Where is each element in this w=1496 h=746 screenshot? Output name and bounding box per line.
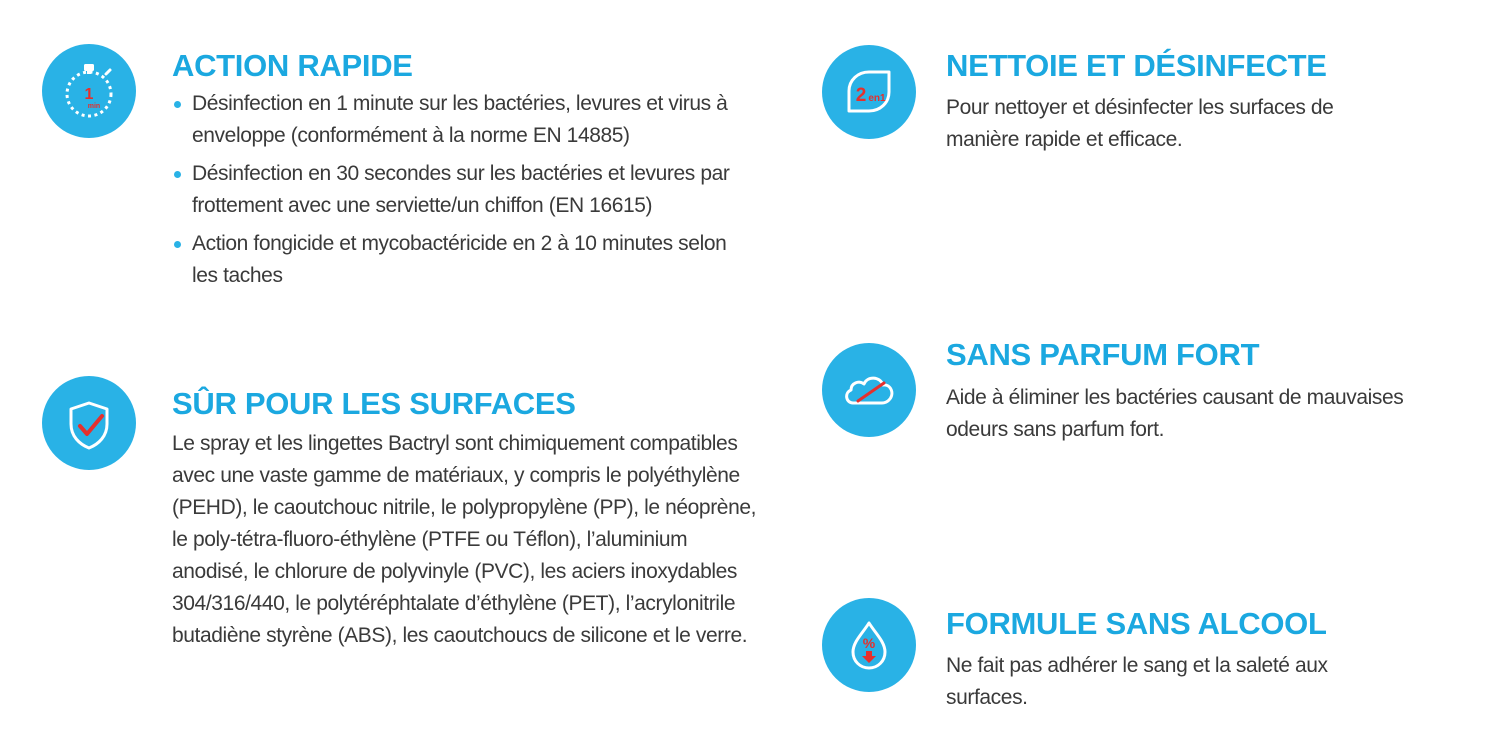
stopwatch-icon — [42, 44, 136, 138]
list-item: Désinfection en 30 secondes sur les bactéries et levures par frottement avec une serviette/un chiffon (EN 16615) — [172, 158, 752, 222]
action-rapide-list — [172, 88, 752, 298]
sans-alcool-title: FORMULE SANS ALCOOL — [946, 606, 1327, 641]
percent-down-icon — [822, 598, 916, 692]
stopwatch-unit: min — [87, 103, 101, 110]
list-item: Désinfection en 1 minute sur les bactéries, levures et virus à enveloppe (conformément à la norme EN 14885) — [172, 88, 752, 152]
sur-surfaces-title: SÛR POUR LES SURFACES — [172, 386, 576, 421]
shield-check-icon — [42, 376, 136, 470]
percent-symbol: % — [862, 635, 876, 651]
sans-alcool-text: Ne fait pas adhérer le sang et la saleté aux surfaces. — [946, 654, 1328, 709]
nettoie-text: Pour nettoyer et désinfecter les surfaces de manière rapide et efficace. — [946, 96, 1334, 151]
no-odor-cloud-icon — [822, 343, 916, 437]
list-item: Action fongicide et mycobactéricide en 2 à 10 minutes selon les taches — [172, 228, 752, 292]
stopwatch-number: 1 — [84, 86, 94, 103]
sans-parfum-text: Aide à éliminer les bactéries causant de mauvaises odeurs sans parfum fort. — [946, 386, 1404, 441]
two-in-one-number: 2 — [855, 85, 867, 106]
nettoie-title: NETTOIE ET DÉSINFECTE — [946, 48, 1327, 83]
action-rapide-title: ACTION RAPIDE — [172, 48, 413, 83]
sur-surfaces-text: Le spray et les lingettes Bactryl sont chimiquement compatibles avec une vaste gamme de matériaux, y compris le polyéthylène (PEHD), le caoutchouc nitrile, le polypropylène (PP), le néoprène, le poly-tétra-fluoro-éthylène (PTFE ou Téflon), l’aluminium anodisé, le chlorure de polyvinyle (PVC), les aciers inoxydables 304/316/440, le polytéréphtalate d’éthylène (PET), l’acrylonitrile butadiène styrène (ABS), les caoutchoucs de silicone et le verre. — [172, 432, 757, 647]
two-in-one-unit: en1 — [868, 93, 886, 104]
two-in-one-icon — [822, 45, 916, 139]
sans-parfum-title: SANS PARFUM FORT — [946, 337, 1260, 372]
